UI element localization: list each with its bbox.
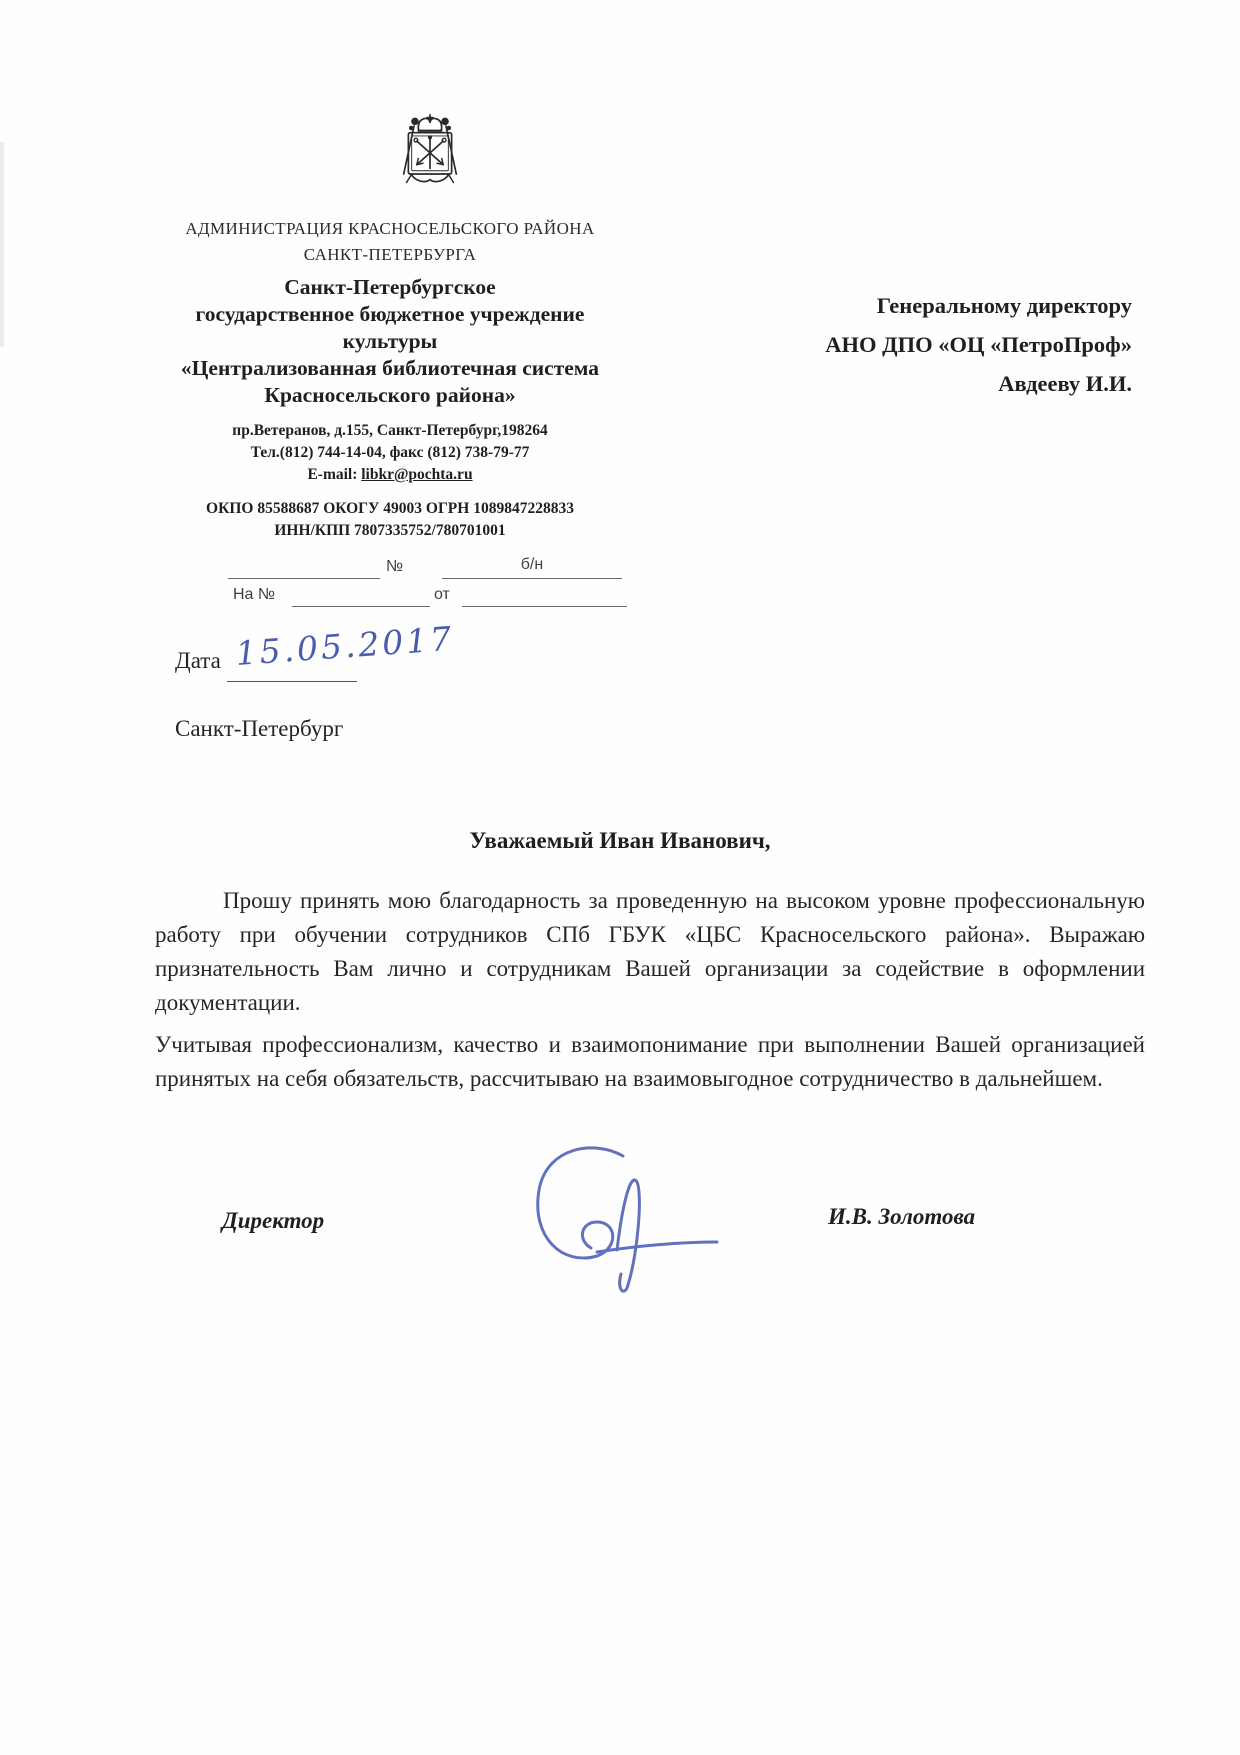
postal-address: пр.Ветеранов, д.155, Санкт-Петербург,198264 (232, 422, 548, 439)
date-label: Дата (175, 648, 221, 673)
addressee-title: Генеральному директору (876, 293, 1132, 318)
scan-edge-artifact (0, 142, 4, 347)
administration-header (140, 216, 640, 268)
inn-kpp-line: ИНН/КПП 7807335752/780701001 (274, 522, 506, 539)
st-petersburg-coat-of-arms-icon (383, 106, 477, 201)
body-paragraph-1: Прошу принять мою благодарность за проведенную на высоком уровне профессиональную работу при обучении сотрудников СПб ГБУК «ЦБС Красносельского района». Выражаю признательность Вам лично и сотрудникам Вашей организации за содействие в оформлении документации. (155, 888, 1145, 1015)
okpo-ogrn-line: ОКПО 85588687 ОКОГУ 49003 ОГРН 1089847228833 (206, 500, 574, 517)
org-line: культуры (342, 329, 438, 353)
addressee-name: Авдееву И.И. (998, 371, 1132, 396)
salutation: Уважаемый Иван Иванович, (469, 828, 771, 853)
number-value: б/н (520, 556, 544, 573)
contact-block (140, 420, 640, 486)
organization-name (115, 274, 665, 409)
org-line: Красносельского района» (264, 383, 516, 407)
administration-line2: САНКТ-ПЕТЕРБУРГА (303, 245, 477, 264)
email-address: libkr@pochta.ru (361, 466, 473, 483)
city-name: Санкт-Петербург (175, 716, 344, 741)
signer-title: Директор (222, 1208, 325, 1233)
reply-date-blank (462, 606, 627, 607)
reply-number-blank (292, 606, 430, 607)
handwritten-signature-icon (505, 1138, 765, 1303)
phone-fax: Тел.(812) 744-14-04, факс (812) 738-79-77 (250, 444, 530, 461)
date-blank-line (227, 681, 357, 682)
registration-codes (140, 498, 640, 542)
signer-name: И.В. Золотова (828, 1204, 976, 1229)
addressee-block (700, 286, 1132, 403)
addressee-organization: АНО ДПО «ОЦ «ПетроПроф» (825, 332, 1132, 357)
number-label: № (386, 558, 404, 575)
reply-to-label: На № (233, 586, 276, 603)
reply-from-label: от (434, 586, 450, 603)
outgoing-date-blank (228, 578, 380, 579)
org-line: Санкт-Петербургское (284, 275, 496, 299)
administration-line1: АДМИНИСТРАЦИЯ КРАСНОСЕЛЬСКОГО РАЙОНА (185, 219, 595, 238)
email-line (140, 464, 640, 486)
org-line: «Централизованная библиотечная система (180, 356, 600, 380)
org-line: государственное бюджетное учреждение (195, 302, 585, 326)
body-paragraph-2: Учитывая профессионализм, качество и взаимопонимание при выполнении Вашей организацией принятых на себя обязательств, рассчитываю на взаимовыгодное сотрудничество в дальнейшем. (155, 1032, 1145, 1091)
handwritten-date: 15.05.2017 (234, 618, 456, 673)
number-blank (442, 578, 622, 579)
email-label: E-mail: (307, 466, 362, 483)
